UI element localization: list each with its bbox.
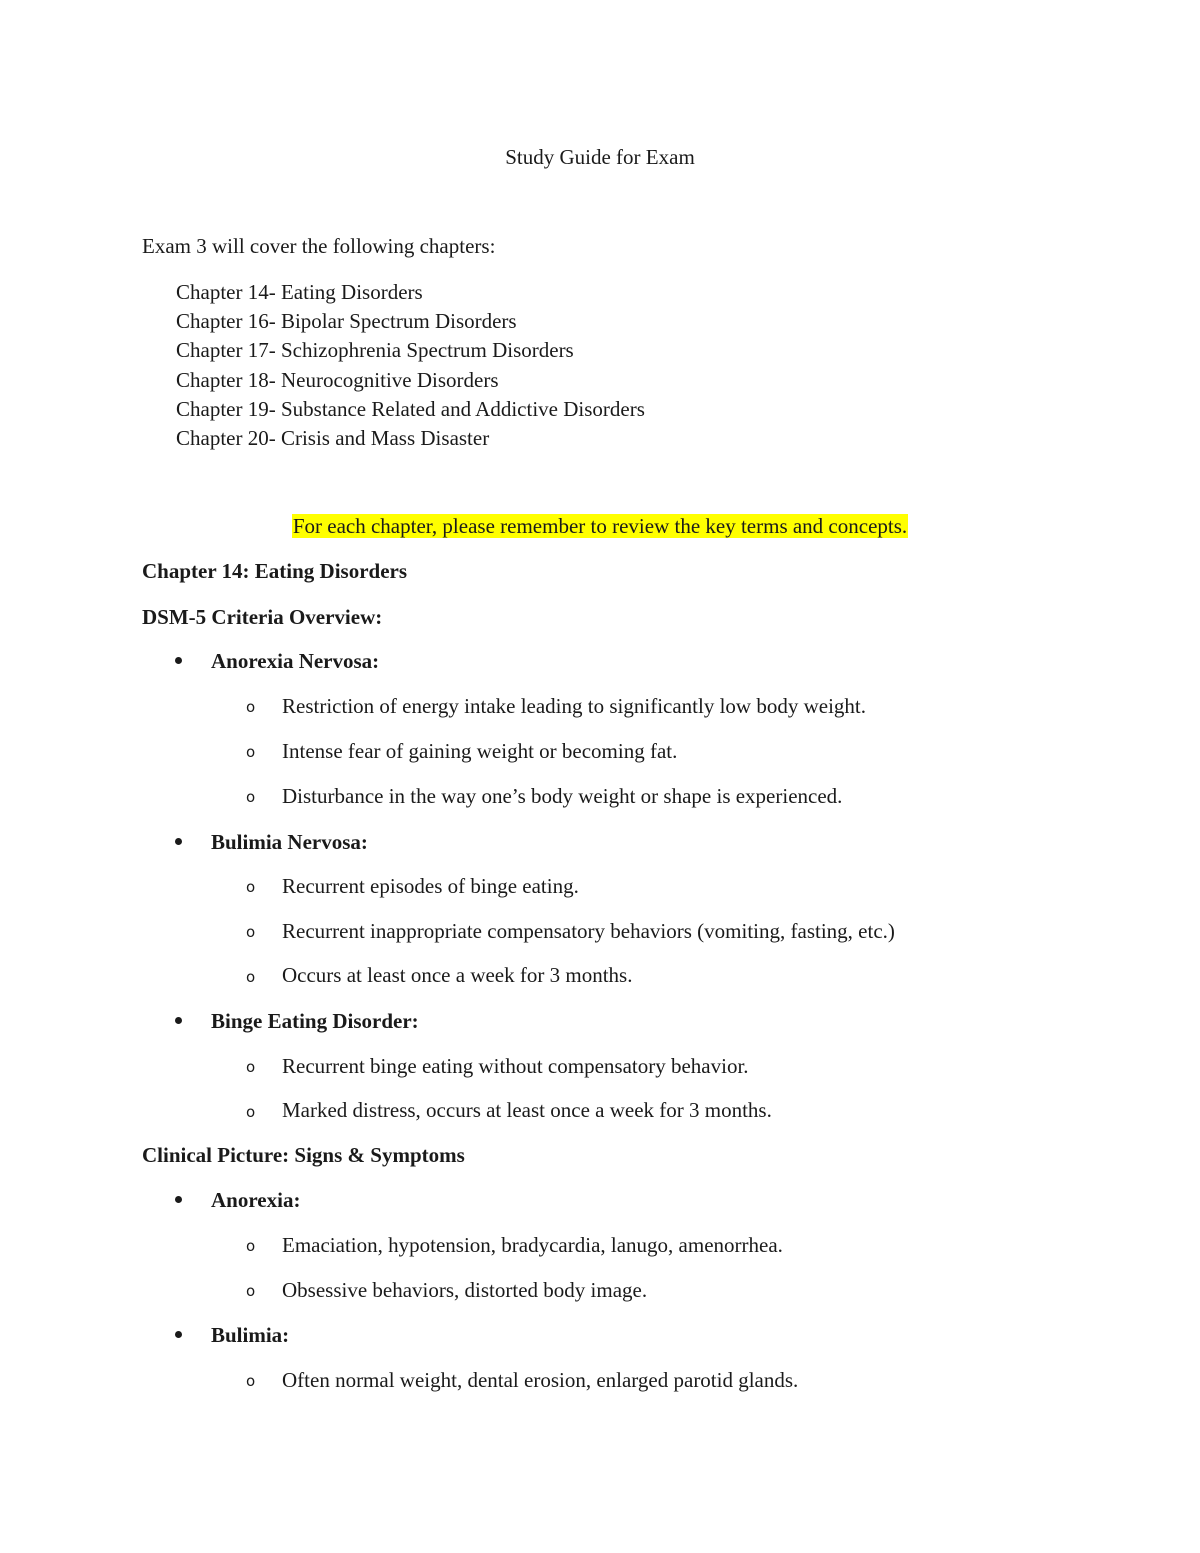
sub-bullet-icon: o [246, 743, 256, 761]
bullet-icon [175, 1017, 185, 1027]
chapter-list-item: Chapter 17- Schizophrenia Spectrum Disorders [176, 338, 574, 363]
criteria-label: Binge Eating Disorder: [211, 1009, 419, 1033]
chapter-list [176, 278, 645, 453]
section-heading-clinical: Clinical Picture: Signs & Symptoms [142, 1143, 465, 1167]
sub-bullet-icon: o [246, 1103, 256, 1121]
chapter-list-item: Chapter 16- Bipolar Spectrum Disorders [176, 309, 517, 334]
chapter-list-item: Chapter 18- Neurocognitive Disorders [176, 367, 499, 392]
criteria-point: Marked distress, occurs at least once a week for 3 months. [282, 1098, 772, 1122]
chapter-list-item: Chapter 20- Crisis and Mass Disaster [176, 425, 490, 450]
sub-bullet-icon: o [246, 1372, 256, 1390]
symptom-point: Emaciation, hypotension, bradycardia, lanugo, amenorrhea. [282, 1233, 783, 1257]
criteria-label: Bulimia Nervosa: [211, 830, 368, 854]
sub-bullet-icon: o [246, 878, 256, 896]
criteria-point: Restriction of energy intake leading to significantly low body weight. [282, 694, 866, 718]
symptom-label: Anorexia: [211, 1188, 301, 1212]
criteria-point: Disturbance in the way one’s body weight or shape is experienced. [282, 784, 843, 808]
criteria-point: Intense fear of gaining weight or becoming fat. [282, 739, 678, 763]
criteria-label: Anorexia Nervosa: [211, 649, 380, 673]
bullet-icon [175, 1196, 185, 1206]
reminder-line [0, 513, 1200, 539]
exam-intro: Exam 3 will cover the following chapters: [142, 234, 496, 258]
sub-bullet-icon: o [246, 788, 256, 806]
criteria-point: Recurrent binge eating without compensatory behavior. [282, 1054, 749, 1078]
sub-bullet-icon: o [246, 1058, 256, 1076]
sub-bullet-icon: o [246, 923, 256, 941]
chapter-list-item: Chapter 14- Eating Disorders [176, 280, 423, 304]
symptom-label: Bulimia: [211, 1323, 290, 1347]
bullet-icon [175, 657, 185, 667]
highlighted-reminder: For each chapter, please remember to review the key terms and concepts. [292, 514, 908, 538]
bullet-icon [175, 1331, 185, 1341]
criteria-point: Recurrent inappropriate compensatory behaviors (vomiting, fasting, etc.) [282, 919, 895, 943]
symptom-point: Often normal weight, dental erosion, enlarged parotid glands. [282, 1368, 799, 1392]
sub-bullet-icon: o [246, 968, 256, 986]
chapter-list-item: Chapter 19- Substance Related and Addictive Disorders [176, 396, 645, 421]
sub-bullet-icon: o [246, 1282, 256, 1300]
criteria-point: Occurs at least once a week for 3 months. [282, 963, 633, 987]
document-title: Study Guide for Exam [505, 145, 695, 169]
bullet-icon [175, 838, 185, 848]
criteria-point: Recurrent episodes of binge eating. [282, 874, 579, 898]
symptom-point: Obsessive behaviors, distorted body image. [282, 1278, 648, 1302]
sub-bullet-icon: o [246, 1237, 256, 1255]
sub-bullet-icon: o [246, 698, 256, 716]
chapter-heading: Chapter 14: Eating Disorders [142, 559, 408, 583]
section-heading-dsm: DSM-5 Criteria Overview: [142, 605, 383, 629]
